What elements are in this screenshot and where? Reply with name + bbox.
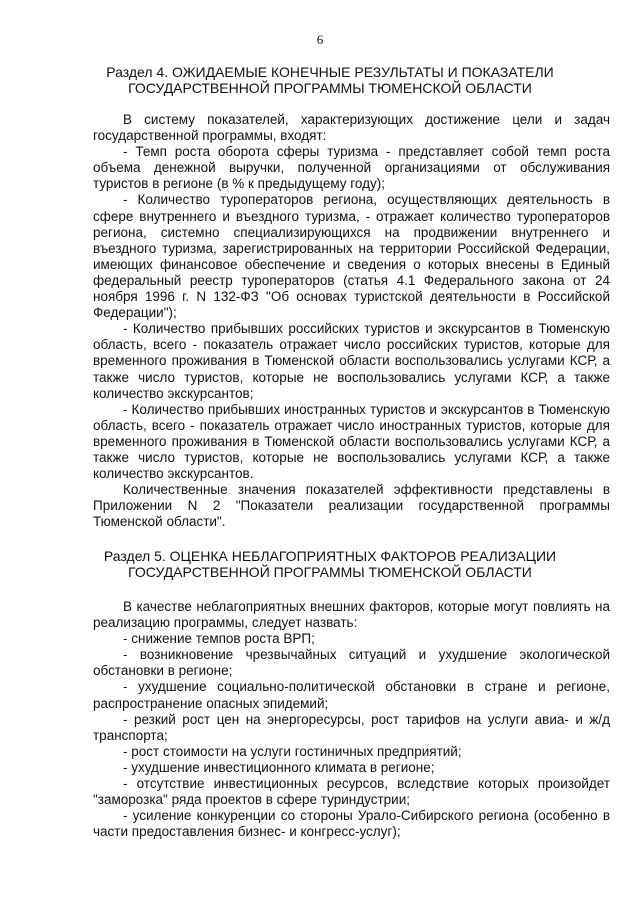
section-5-body	[93, 599, 610, 840]
section-4-body	[93, 112, 610, 530]
list-item: - возникновение чрезвычайных ситуаций и ухудшение экологической обстановки в регионе;	[93, 647, 610, 679]
list-item: - Количество туроператоров региона, осуществляющих деятельность в сфере внутреннего и въездного туризма, - отражает количество туроператоров региона, системно специализирующихся на продвижении внутреннего и въездного туризма, зарегистрированных на территории Российской Федерации, имеющих финансовое обеспечение и сведения о которых внесены в Единый федеральный реестр туроператоров (статья 4.1 Федерального закона от 24 ноября 1996 г. N 132-ФЗ "Об основах туристской деятельности в Российской Федерации");	[93, 192, 610, 321]
section-4-heading-line-2: ГОСУДАРСТВЕННОЙ ПРОГРАММЫ ТЮМЕНСКОЙ ОБЛАСТИ	[128, 80, 532, 96]
list-item: - ухудшение инвестиционного климата в регионе;	[123, 759, 435, 775]
list-item: - Количество прибывших иностранных туристов и экскурсантов в Тюменскую область, всего - показатель отражает число иностранных туристов, которые для временного проживания в Тюменской области воспользовались услугами КСР, а также число туристов, которые не воспользовались услугами КСР, а также количество экскурсантов.	[93, 401, 610, 482]
list-item: - Темп роста оборота сферы туризма - представляет собой темп роста объема денежной выручки, полученной организациями от обслуживания туристов в регионе (в % к предыдущему году);	[93, 144, 610, 192]
section-4-heading-line-1: Раздел 4. ОЖИДАЕМЫЕ КОНЕЧНЫЕ РЕЗУЛЬТАТЫ И ПОКАЗАТЕЛИ	[106, 64, 554, 80]
list-item: - усиление конкуренции со стороны Урало-Сибирского региона (особенно в части предоставления бизнес- и конгресс-услуг);	[93, 808, 610, 840]
section-5-heading-line-1: Раздел 5. ОЦЕНКА НЕБЛАГОПРИЯТНЫХ ФАКТОРОВ РЕАЛИЗАЦИИ	[103, 548, 557, 564]
list-item: - снижение темпов роста ВРП;	[123, 631, 315, 647]
paragraph: В систему показателей, характеризующих достижение цели и задач государственной программы, входят:	[93, 112, 610, 144]
paragraph: Количественные значения показателей эффективности представлены в Приложении N 2 "Показатели реализации государственной программы Тюменской области".	[93, 482, 610, 530]
list-item: - ухудшение социально-политической обстановки в стране и регионе, распространение опасных эпидемий;	[93, 679, 610, 711]
paragraph: В качестве неблагоприятных внешних факторов, которые могут повлиять на реализацию программы, следует назвать:	[93, 599, 610, 631]
list-item: - рост стоимости на услуги гостиничных предприятий;	[123, 743, 462, 759]
list-item: - Количество прибывших российских туристов и экскурсантов в Тюменскую область, всего - показатель отражает число российских туристов, которые для временного проживания в Тюменской области воспользовались услугами КСР, а также число туристов, которые не воспользовались услугами КСР, а также количество экскурсантов;	[93, 321, 610, 401]
list-item: - резкий рост цен на энергоресурсы, рост тарифов на услуги авиа- и ж/д транспорта;	[93, 711, 610, 743]
section-4-heading	[60, 64, 600, 96]
section-5-heading	[60, 548, 600, 580]
page-number: 6	[316, 32, 324, 47]
section-5-heading-line-2: ГОСУДАРСТВЕННОЙ ПРОГРАММЫ ТЮМЕНСКОЙ ОБЛАСТИ	[128, 564, 532, 580]
list-item: - отсутствие инвестиционных ресурсов, вследствие которых произойдет "заморозка" ряда проектов в сфере туриндустрии;	[93, 776, 610, 808]
